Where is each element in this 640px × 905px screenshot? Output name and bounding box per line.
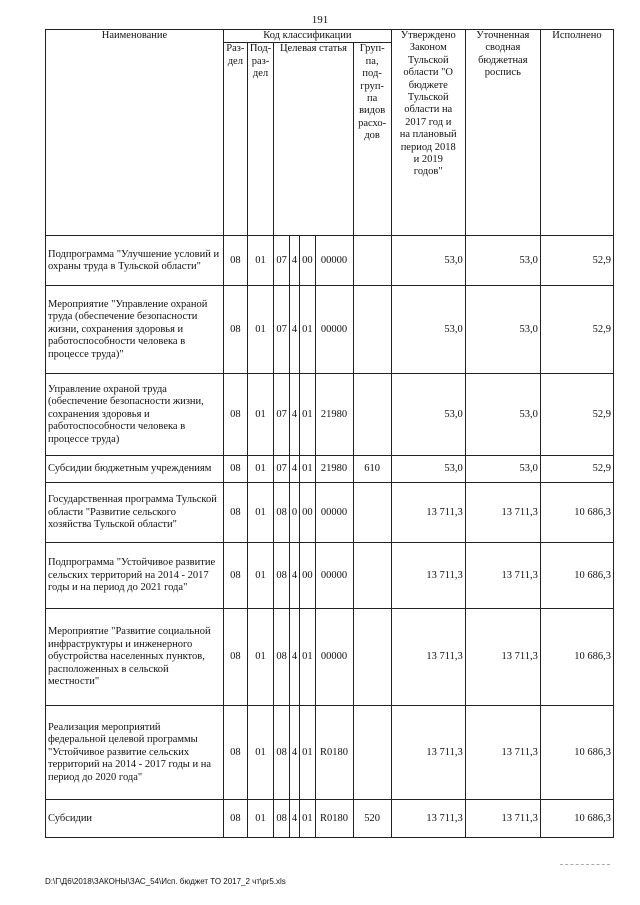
row-approved: 13 711,3	[391, 800, 465, 838]
row-cs-subprogram: 4	[289, 609, 299, 706]
page-number: 191	[311, 14, 329, 26]
row-expense-type	[353, 609, 391, 706]
table-row	[46, 286, 614, 374]
row-executed: 52,9	[540, 236, 613, 286]
table-row	[46, 543, 614, 609]
header-gruppa: Груп- па, под- груп- па видов расхо- дов	[353, 43, 391, 236]
row-cs-event: 01	[300, 706, 315, 800]
row-podrazdel: 01	[247, 286, 274, 374]
row-cs-event: 01	[300, 374, 315, 456]
table-row	[46, 800, 614, 838]
header-celevaya: Целевая статья	[274, 43, 353, 236]
row-approved: 13 711,3	[391, 543, 465, 609]
row-name: Подпрограмма "Улучшение условий и охраны труда в Тульской области"	[46, 236, 224, 286]
table-row	[46, 609, 614, 706]
row-podrazdel: 01	[247, 609, 274, 706]
budget-table	[45, 29, 614, 838]
row-cs-subprogram: 4	[289, 800, 299, 838]
row-podrazdel: 01	[247, 374, 274, 456]
row-executed: 52,9	[540, 286, 613, 374]
row-cs-direction: R0180	[315, 706, 353, 800]
row-razdel: 08	[223, 609, 247, 706]
row-razdel: 08	[223, 706, 247, 800]
table-row	[46, 236, 614, 286]
row-approved: 53,0	[391, 286, 465, 374]
row-cs-program: 08	[274, 609, 289, 706]
row-expense-type	[353, 286, 391, 374]
row-refined: 53,0	[465, 456, 540, 483]
row-expense-type	[353, 543, 391, 609]
row-expense-type	[353, 706, 391, 800]
table-row	[46, 374, 614, 456]
header-podrazdel: Под- раз- дел	[247, 43, 274, 236]
table-row	[46, 456, 614, 483]
row-name: Субсидии	[46, 800, 224, 838]
row-cs-direction: 00000	[315, 236, 353, 286]
row-cs-program: 07	[274, 286, 289, 374]
row-razdel: 08	[223, 236, 247, 286]
row-refined: 13 711,3	[465, 483, 540, 543]
row-executed: 10 686,3	[540, 800, 613, 838]
row-name: Мероприятие "Развитие социальной инфраструктуры и инженерного обустройства населенных пунктов, расположенных в сельской местности"	[46, 609, 224, 706]
row-expense-type: 520	[353, 800, 391, 838]
row-cs-event: 01	[300, 456, 315, 483]
header-utochnennaya: Уточненная сводная бюджетная роспись	[465, 30, 540, 236]
row-name: Управление охраной труда (обеспечение безопасности жизни, сохранения здоровья и работоспособности человека в процессе труда)	[46, 374, 224, 456]
row-cs-subprogram: 4	[289, 706, 299, 800]
row-name: Подпрограмма "Устойчивое развитие сельских территорий на 2014 - 2017 годы и на период до 2021 года"	[46, 543, 224, 609]
row-cs-program: 07	[274, 374, 289, 456]
row-name: Мероприятие "Управление охраной труда (обеспечение безопасности жизни, сохранения здоровья и работоспособности человека в процессе труда)"	[46, 286, 224, 374]
row-refined: 13 711,3	[465, 706, 540, 800]
row-podrazdel: 01	[247, 236, 274, 286]
header-utverzhdeno: Утверждено Законом Тульской области "О бюджете Тульской области на 2017 год и на плановый период 2018 и 2019 годов"	[391, 30, 465, 236]
row-expense-type	[353, 236, 391, 286]
row-cs-program: 08	[274, 800, 289, 838]
header-name: Наименование	[46, 30, 224, 236]
table-row	[46, 706, 614, 800]
row-executed: 10 686,3	[540, 706, 613, 800]
row-cs-subprogram: 4	[289, 236, 299, 286]
row-expense-type: 610	[353, 456, 391, 483]
row-refined: 53,0	[465, 286, 540, 374]
row-cs-event: 01	[300, 800, 315, 838]
row-refined: 53,0	[465, 236, 540, 286]
row-approved: 53,0	[391, 236, 465, 286]
row-refined: 13 711,3	[465, 543, 540, 609]
header-kod: Код классификации	[223, 30, 391, 43]
row-cs-program: 07	[274, 456, 289, 483]
row-cs-program: 08	[274, 483, 289, 543]
row-refined: 13 711,3	[465, 800, 540, 838]
row-executed: 10 686,3	[540, 609, 613, 706]
row-refined: 13 711,3	[465, 609, 540, 706]
row-executed: 52,9	[540, 456, 613, 483]
row-executed: 52,9	[540, 374, 613, 456]
row-podrazdel: 01	[247, 483, 274, 543]
row-podrazdel: 01	[247, 800, 274, 838]
row-cs-event: 00	[300, 483, 315, 543]
row-cs-program: 07	[274, 236, 289, 286]
row-approved: 53,0	[391, 374, 465, 456]
row-expense-type	[353, 483, 391, 543]
row-cs-program: 08	[274, 543, 289, 609]
row-cs-event: 01	[300, 286, 315, 374]
row-executed: 10 686,3	[540, 543, 613, 609]
row-name: Субсидии бюджетным учреждениям	[46, 456, 224, 483]
table-row	[46, 483, 614, 543]
row-executed: 10 686,3	[540, 483, 613, 543]
row-podrazdel: 01	[247, 456, 274, 483]
row-approved: 13 711,3	[391, 609, 465, 706]
row-cs-program: 08	[274, 706, 289, 800]
row-cs-subprogram: 4	[289, 543, 299, 609]
row-cs-event: 01	[300, 609, 315, 706]
row-cs-subprogram: 0	[289, 483, 299, 543]
row-approved: 13 711,3	[391, 706, 465, 800]
row-cs-direction: 21980	[315, 456, 353, 483]
row-cs-event: 00	[300, 236, 315, 286]
row-name: Государственная программа Тульской области "Развитие сельского хозяйства Тульской области"	[46, 483, 224, 543]
row-razdel: 08	[223, 286, 247, 374]
row-refined: 53,0	[465, 374, 540, 456]
row-cs-direction: 00000	[315, 286, 353, 374]
row-cs-subprogram: 4	[289, 286, 299, 374]
row-cs-event: 00	[300, 543, 315, 609]
file-path-footer: D:\Г\Д6\2018\ЗАКОНЫ\ЗАС_54\Исп. бюджет ТО 2017_2 чт\pr5.xls	[45, 877, 286, 886]
row-name: Реализация мероприятий федеральной целевой программы "Устойчивое развитие сельских территорий на 2014 - 2017 годы и на период до 2020 года"	[46, 706, 224, 800]
row-cs-direction: 21980	[315, 374, 353, 456]
row-approved: 13 711,3	[391, 483, 465, 543]
row-cs-direction: 00000	[315, 609, 353, 706]
row-cs-subprogram: 4	[289, 456, 299, 483]
header-razdel: Раз- дел	[223, 43, 247, 236]
row-cs-direction: 00000	[315, 543, 353, 609]
row-expense-type	[353, 374, 391, 456]
row-razdel: 08	[223, 374, 247, 456]
row-razdel: 08	[223, 456, 247, 483]
footer-divider	[560, 864, 610, 865]
row-podrazdel: 01	[247, 543, 274, 609]
row-cs-subprogram: 4	[289, 374, 299, 456]
row-razdel: 08	[223, 800, 247, 838]
row-cs-direction: R0180	[315, 800, 353, 838]
row-cs-direction: 00000	[315, 483, 353, 543]
header-ispolneno: Исполнено	[540, 30, 613, 236]
row-razdel: 08	[223, 543, 247, 609]
row-approved: 53,0	[391, 456, 465, 483]
row-razdel: 08	[223, 483, 247, 543]
row-podrazdel: 01	[247, 706, 274, 800]
